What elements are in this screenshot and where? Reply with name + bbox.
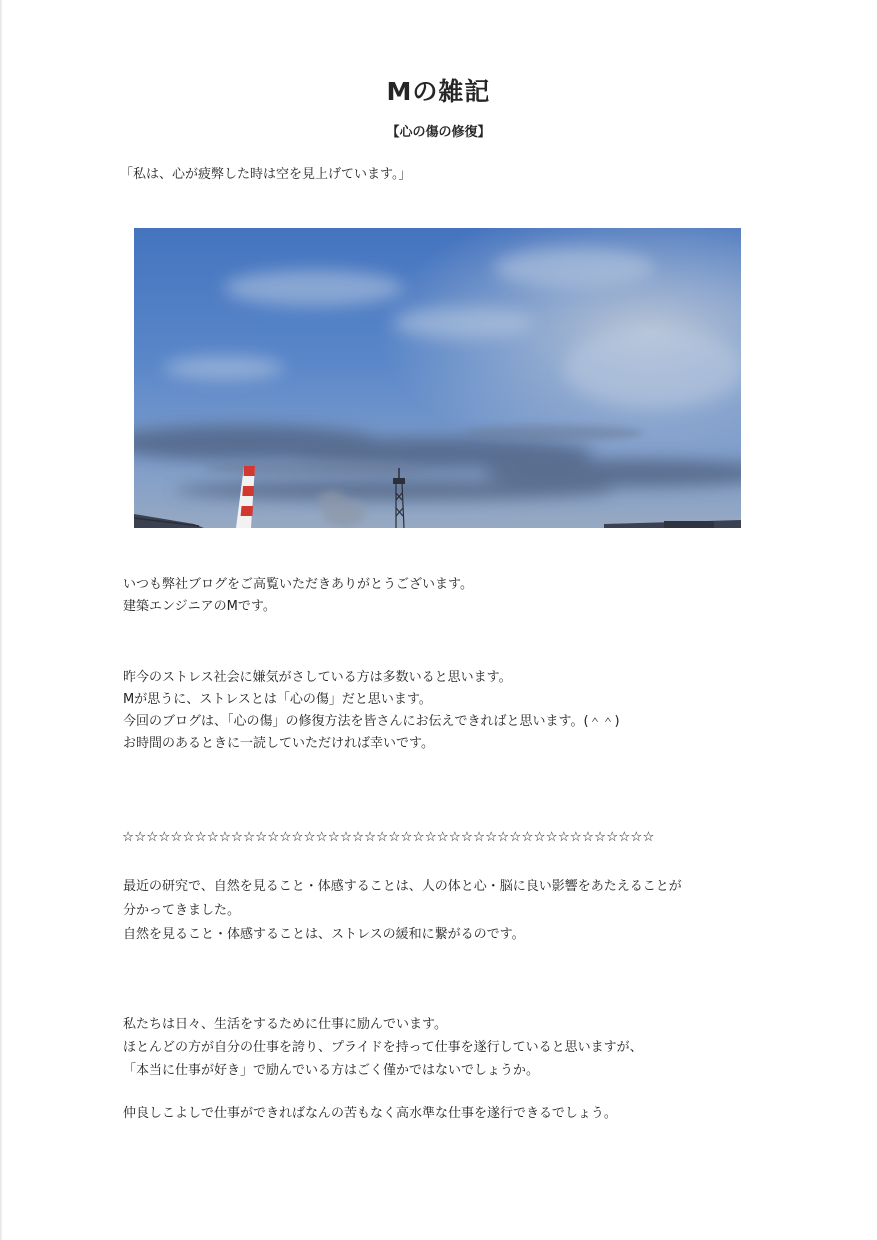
stress-line: 今回のブログは、「心の傷」の修復方法を皆さんにお伝えできればと思います。(＾＾) xyxy=(123,714,620,729)
nature-line: 最近の研究で、自然を見ること・体感することは、人の体と心・脳に良い影響をあたえることが xyxy=(123,879,682,894)
intro-paragraph xyxy=(123,574,473,618)
page-title: Mの雑記 xyxy=(386,77,491,106)
nature-line: 分かってきました。 xyxy=(123,903,241,918)
closing-line: 仲良しこよしで仕事ができればなんの苦もなく高水準な仕事を遂行できるでしょう。 xyxy=(123,1106,617,1121)
stress-paragraph xyxy=(123,667,620,755)
work-line: ほとんどの方が自分の仕事を誇り、プライドを持って仕事を遂行していると思いますが、 xyxy=(123,1040,643,1055)
intro-line: 建築エンジニアのMです。 xyxy=(123,599,276,614)
page-subtitle: 【心の傷の修復】 xyxy=(386,125,491,140)
nature-paragraph xyxy=(123,875,682,947)
intro-line: いつも弊社ブログをご高覧いただきありがとうございます。 xyxy=(123,577,473,592)
page-edge xyxy=(0,0,3,1240)
sky-photo xyxy=(134,228,741,528)
work-line: 私たちは日々、生活をするために仕事に励んでいます。 xyxy=(123,1017,447,1032)
sky-photo-drawing xyxy=(134,228,741,528)
work-paragraph xyxy=(123,1013,643,1082)
opening-quote: 「私は、心が疲弊した時は空を見上げています。」 xyxy=(120,167,412,182)
stress-line: お時間のあるときに一読していただければ幸いです。 xyxy=(123,736,434,751)
stress-line: Mが思うに、ストレスとは「心の傷」だと思います。 xyxy=(123,692,432,707)
closing-paragraph xyxy=(123,1103,617,1125)
work-line: 「本当に仕事が好き」で励んでいる方はごく僅かではないでしょうか。 xyxy=(123,1063,540,1078)
nature-line: 自然を見ること・体感することは、ストレスの緩和に繋がるのです。 xyxy=(123,927,525,942)
stress-line: 昨今のストレス社会に嫌気がさしている方は多数いると思います。 xyxy=(123,670,512,685)
star-divider: ☆☆☆☆☆☆☆☆☆☆☆☆☆☆☆☆☆☆☆☆☆☆☆☆☆☆☆☆☆☆☆☆☆☆☆☆☆☆☆☆☆☆☆☆ xyxy=(122,829,655,845)
